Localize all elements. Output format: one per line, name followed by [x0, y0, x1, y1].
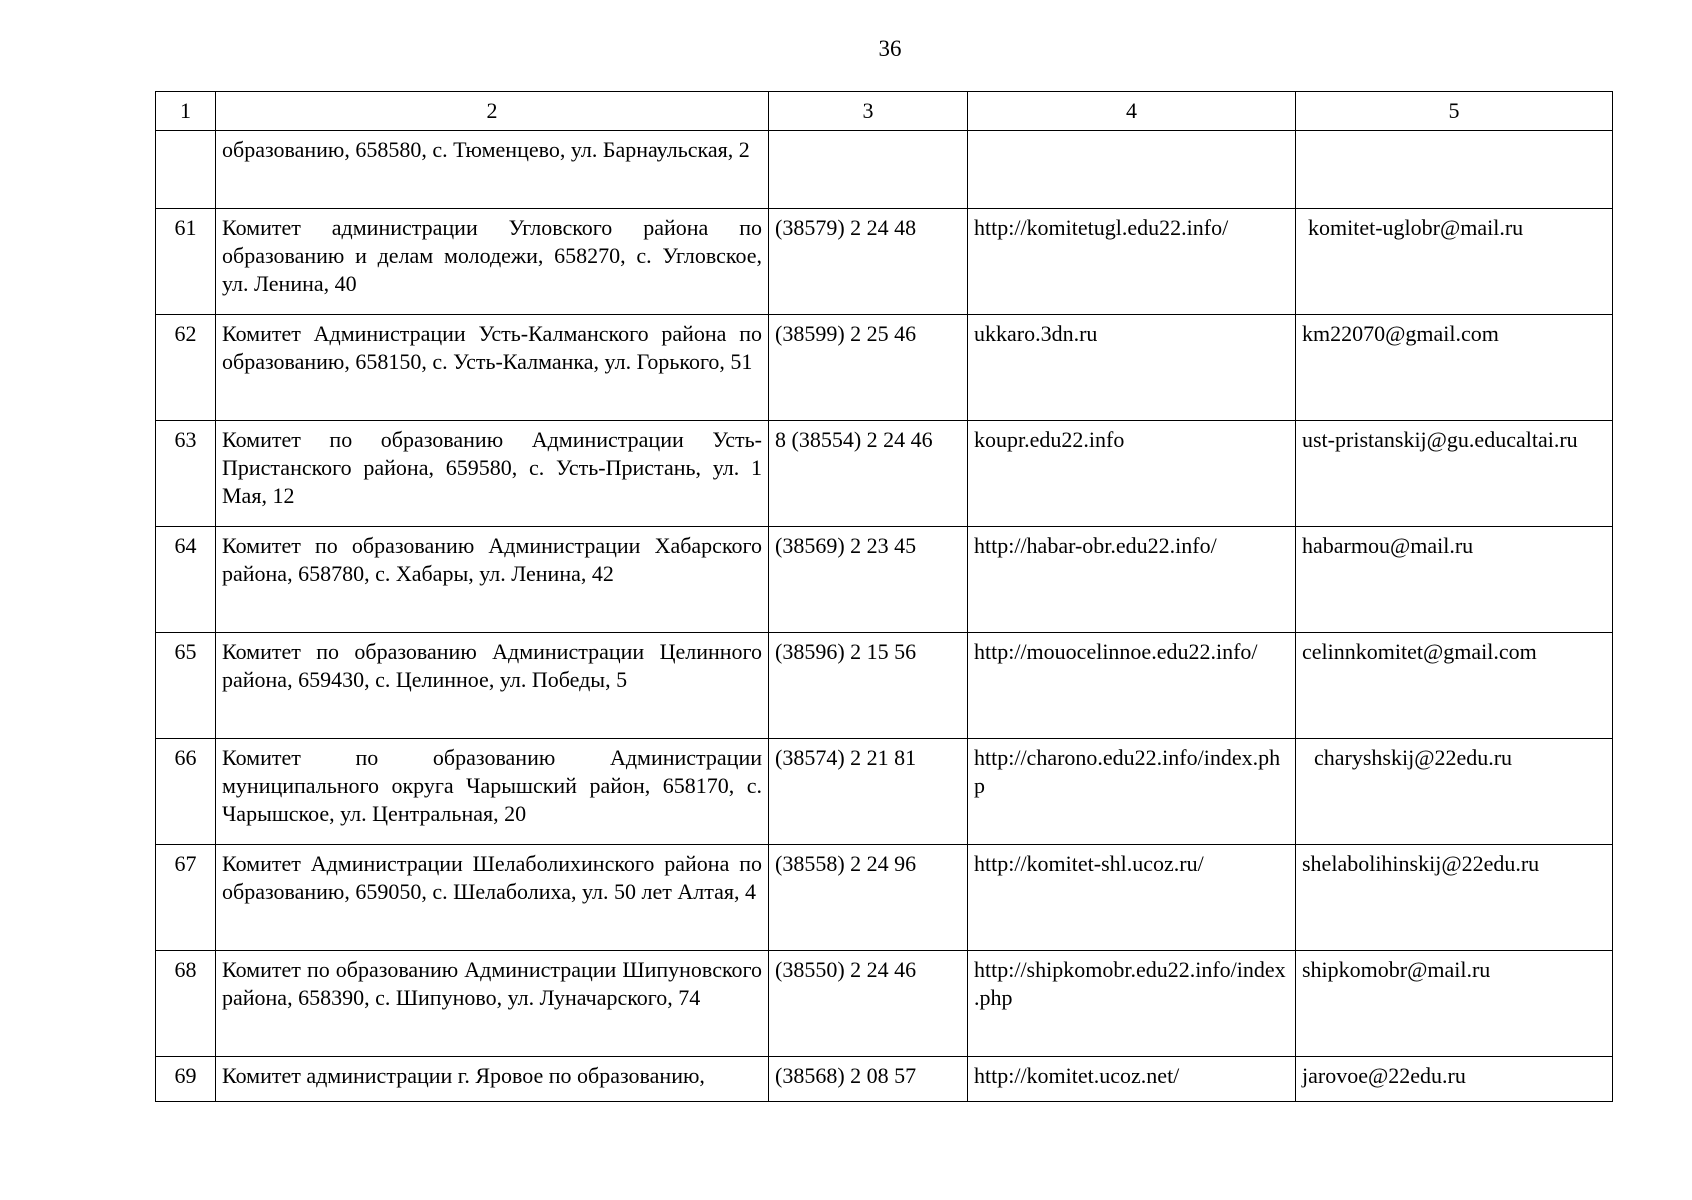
phone: (38550) 2 24 46: [769, 951, 968, 1057]
website: http://shipkomobr.edu22.info/index.php: [968, 951, 1296, 1057]
email: km22070@gmail.com: [1296, 315, 1613, 421]
email: jarovoe@22edu.ru: [1296, 1057, 1613, 1102]
row-number: 65: [156, 633, 216, 739]
email: ust-pristanskij@gu.educaltai.ru: [1296, 421, 1613, 527]
table-row: [156, 951, 1613, 1057]
column-header: 2: [216, 92, 769, 131]
phone: 8 (38554) 2 24 46: [769, 421, 968, 527]
email: celinnkomitet@gmail.com: [1296, 633, 1613, 739]
column-header: 1: [156, 92, 216, 131]
row-number: 67: [156, 845, 216, 951]
phone: (38569) 2 23 45: [769, 527, 968, 633]
organization-name-address: Комитет Администрации Усть-Калманского района по образованию, 658150, с. Усть-Калманка, ул. Горького, 51: [216, 315, 769, 421]
table-row: [156, 1057, 1613, 1102]
row-number: 64: [156, 527, 216, 633]
website: http://mouocelinnoe.edu22.info/: [968, 633, 1296, 739]
website: [968, 131, 1296, 209]
website: http://charono.edu22.info/index.php: [968, 739, 1296, 845]
organization-name-address: Комитет по образованию Администрации Шипуновского района, 658390, с. Шипуново, ул. Луначарского, 74: [216, 951, 769, 1057]
phone: (38558) 2 24 96: [769, 845, 968, 951]
table-row: [156, 739, 1613, 845]
table-row: [156, 209, 1613, 315]
email: [1296, 131, 1613, 209]
row-number: [156, 131, 216, 209]
education-committees-table: [155, 91, 1613, 1102]
phone: (38579) 2 24 48: [769, 209, 968, 315]
table-row: [156, 421, 1613, 527]
website: http://habar-obr.edu22.info/: [968, 527, 1296, 633]
phone: (38599) 2 25 46: [769, 315, 968, 421]
phone: (38574) 2 21 81: [769, 739, 968, 845]
website: koupr.edu22.info: [968, 421, 1296, 527]
organization-name-address: Комитет по образованию Администрации муниципального округа Чарышский район, 658170, с. Чарышское, ул. Центральная, 20: [216, 739, 769, 845]
row-number: 68: [156, 951, 216, 1057]
phone: [769, 131, 968, 209]
table-row-continuation: [156, 131, 1613, 209]
column-header: 4: [968, 92, 1296, 131]
phone: (38596) 2 15 56: [769, 633, 968, 739]
website: http://komitetugl.edu22.info/: [968, 209, 1296, 315]
table-row: [156, 845, 1613, 951]
phone: (38568) 2 08 57: [769, 1057, 968, 1102]
column-header: 5: [1296, 92, 1613, 131]
email: habarmou@mail.ru: [1296, 527, 1613, 633]
organization-name-address: Комитет по образованию Администрации Усть-Пристанского района, 659580, с. Усть-Пристань, ул. 1 Мая, 12: [216, 421, 769, 527]
row-number: 66: [156, 739, 216, 845]
table-row: [156, 315, 1613, 421]
website: http://komitet-shl.ucoz.ru/: [968, 845, 1296, 951]
row-number: 61: [156, 209, 216, 315]
email: shipkomobr@mail.ru: [1296, 951, 1613, 1057]
email: charyshskij@22edu.ru: [1296, 739, 1613, 845]
website: ukkaro.3dn.ru: [968, 315, 1296, 421]
row-number: 69: [156, 1057, 216, 1102]
email: shelabolihinskij@22edu.ru: [1296, 845, 1613, 951]
organization-name-address: Комитет Администрации Шелаболихинского района по образованию, 659050, с. Шелаболиха, ул. 50 лет Алтая, 4: [216, 845, 769, 951]
website: http://komitet.ucoz.net/: [968, 1057, 1296, 1102]
organization-name-address: Комитет по образованию Администрации Целинного района, 659430, с. Целинное, ул. Победы, 5: [216, 633, 769, 739]
row-number: 62: [156, 315, 216, 421]
organization-name-address: Комитет по образованию Администрации Хабарского района, 658780, с. Хабары, ул. Ленина, 42: [216, 527, 769, 633]
page-number: 36: [878, 36, 902, 61]
table-header-row: [156, 92, 1613, 131]
row-number: 63: [156, 421, 216, 527]
column-header: 3: [769, 92, 968, 131]
organization-name-address: образованию, 658580, с. Тюменцево, ул. Барнаульская, 2: [216, 131, 769, 209]
table-row: [156, 633, 1613, 739]
table-row: [156, 527, 1613, 633]
organization-name-address: Комитет администрации г. Яровое по образованию,: [216, 1057, 769, 1102]
organization-name-address: Комитет администрации Угловского района по образованию и делам молодежи, 658270, с. Угловское, ул. Ленина, 40: [216, 209, 769, 315]
email: komitet-uglobr@mail.ru: [1296, 209, 1613, 315]
